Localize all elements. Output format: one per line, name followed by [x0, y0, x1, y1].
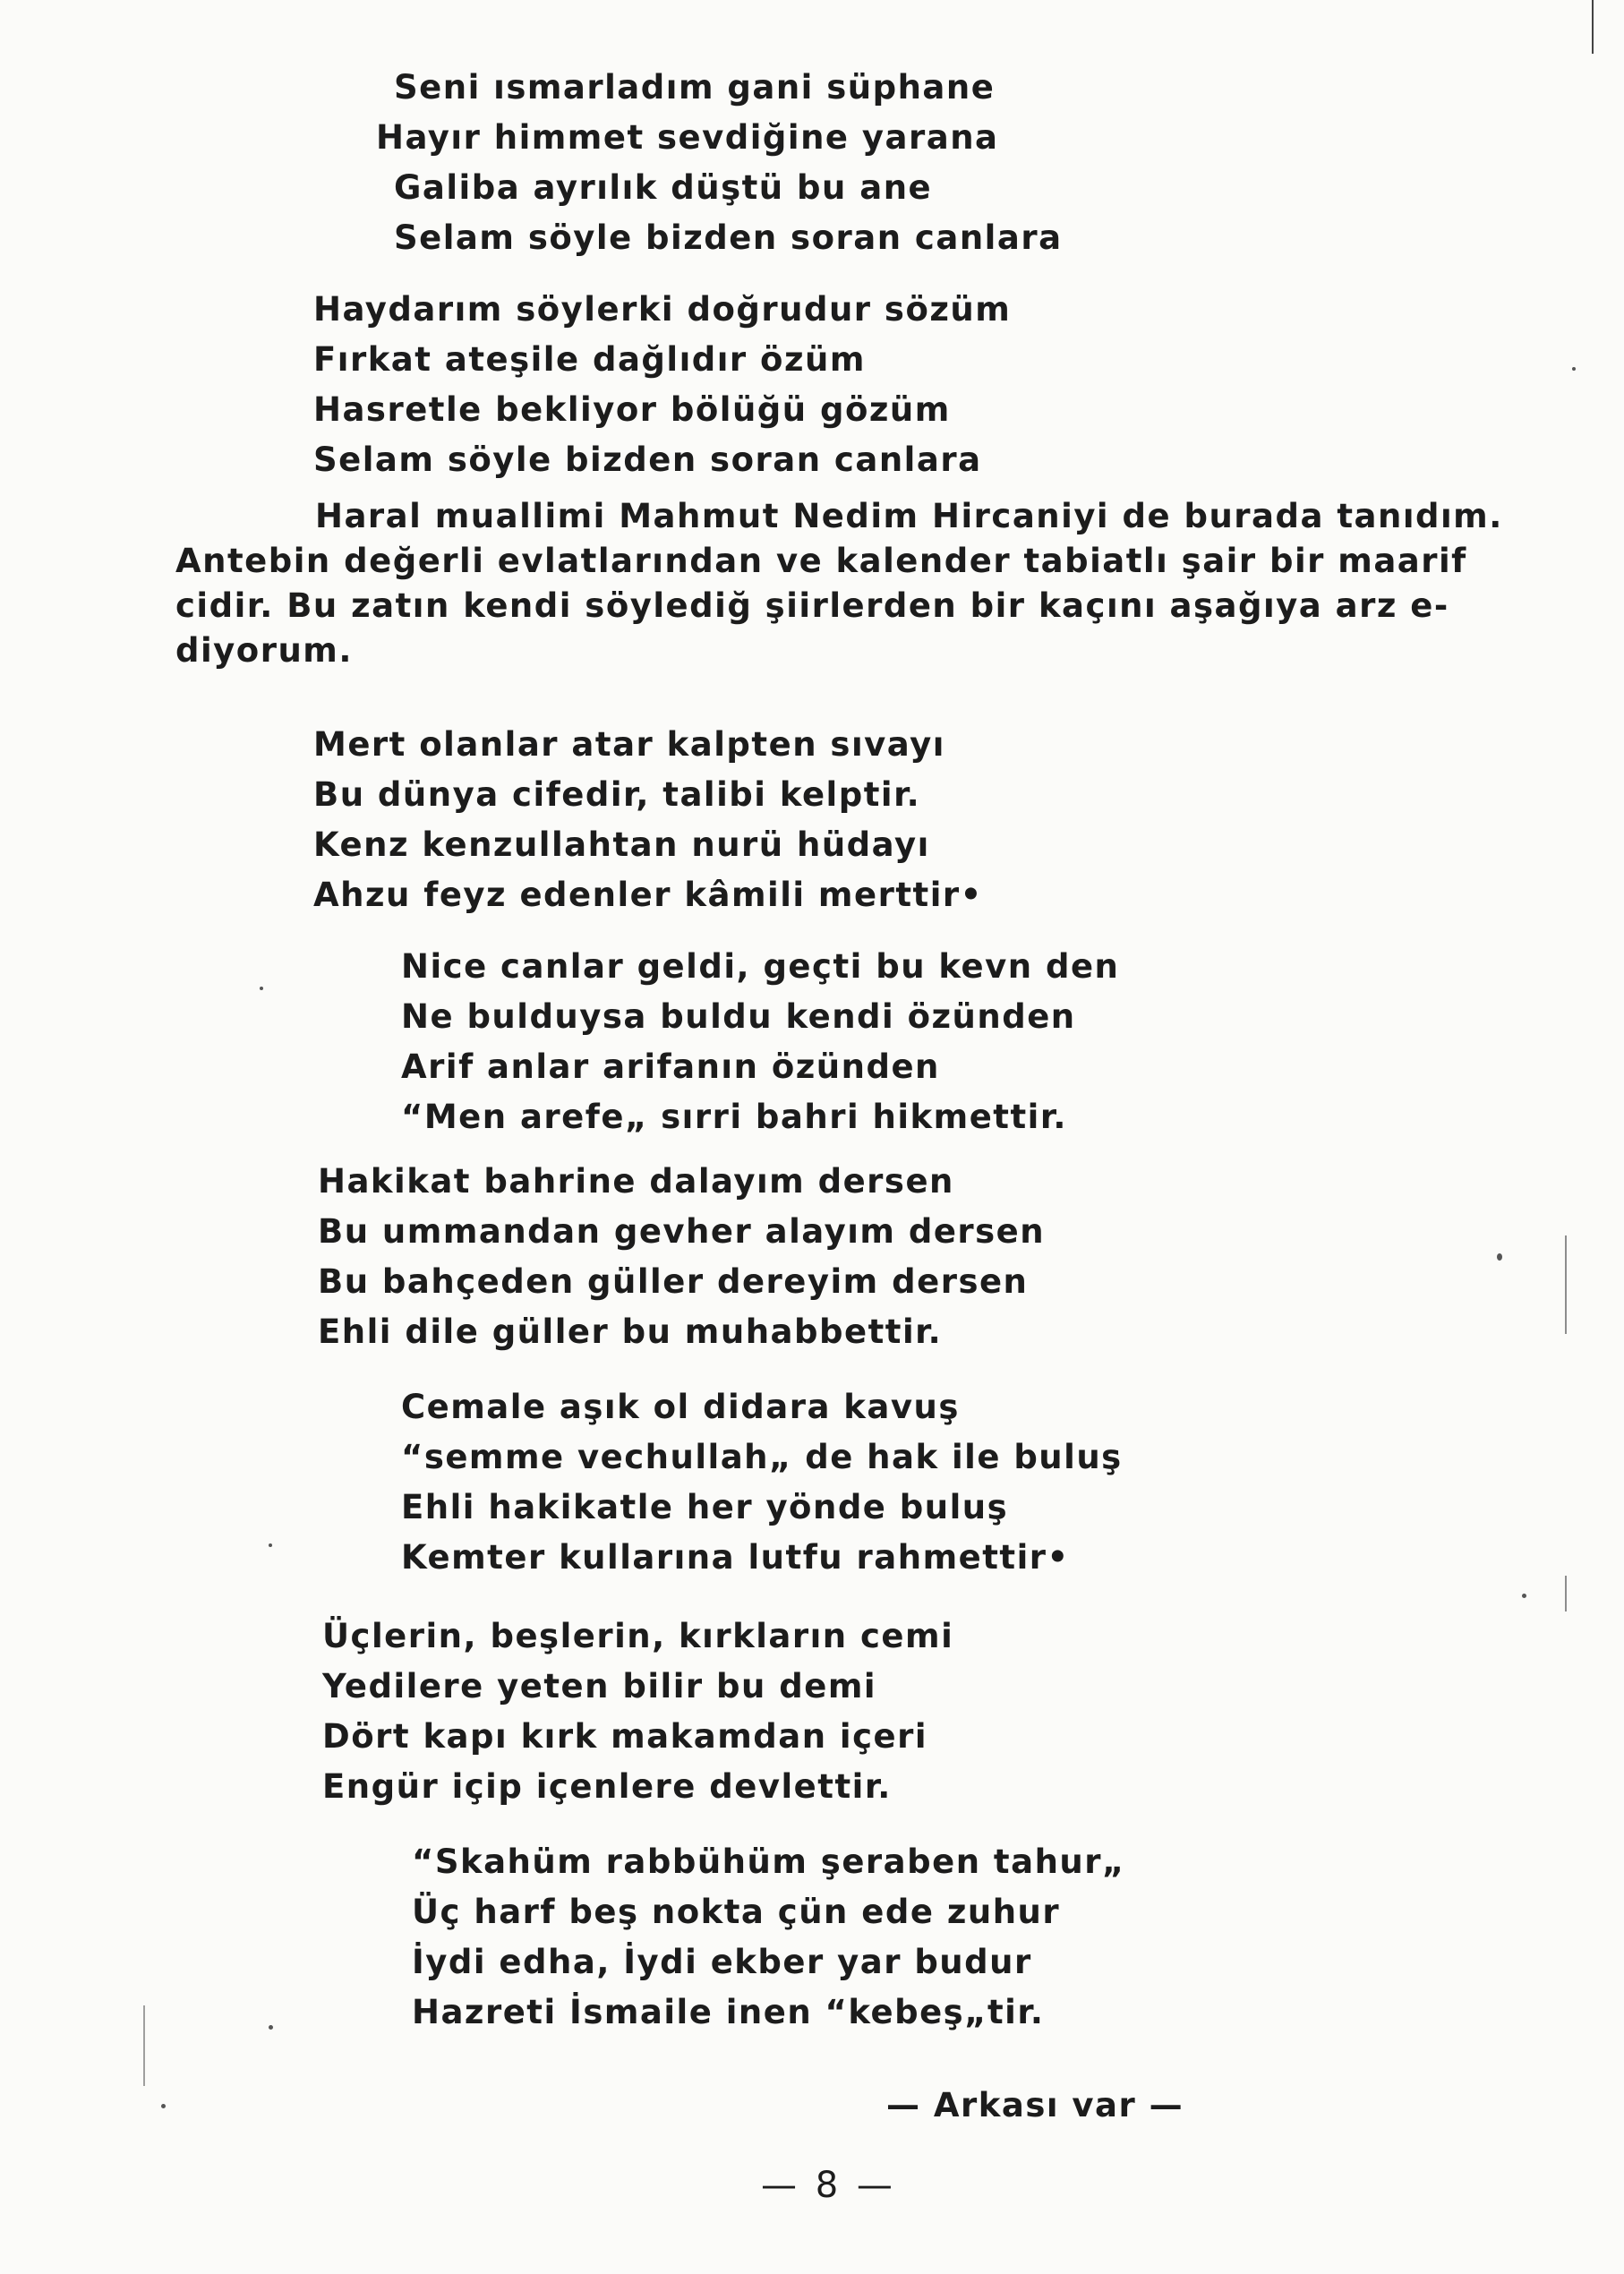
scan-edge-mark	[1592, 0, 1594, 54]
poem-line: Seni ısmarladım gani süphane	[394, 68, 996, 107]
poem-stanza-2	[313, 285, 1011, 485]
poem-line: Haydarım söylerki doğrudur sözüm	[313, 290, 1012, 329]
poem-stanza-8	[412, 1837, 1125, 2038]
poem-line: Galiba ayrılık düştü bu ane	[394, 168, 933, 207]
poem-line: Ne bulduysa buldu kendi özünden	[401, 997, 1076, 1036]
poem-line: Nice canlar geldi, geçti bu kevn den	[401, 947, 1120, 986]
continuation-note: — Arkası var —	[886, 2086, 1184, 2124]
scan-speck	[269, 2025, 273, 2030]
scan-speck	[1572, 367, 1576, 371]
poem-line: Selam söyle bizden soran canlara	[313, 440, 982, 479]
poem-line: Kemter kullarına lutfu rahmettir•	[401, 1538, 1070, 1577]
scan-speck	[269, 1543, 272, 1547]
prose-line: cidir. Bu zatın kendi söylediğ şiirlerden bir kaçını aşağıya arz e-	[175, 586, 1449, 625]
poem-line: Hazreti İsmaile inen “kebeş„tir.	[412, 1993, 1045, 2031]
poem-line: Üç harf beş nokta çün ede zuhur	[412, 1893, 1061, 1931]
poem-line: Yedilere yeten bilir bu demi	[322, 1667, 877, 1706]
scan-speck	[260, 987, 263, 990]
poem-line: Ehli hakikatle her yönde buluş	[401, 1488, 1009, 1526]
poem-line: Bu bahçeden güller dereyim dersen	[318, 1262, 1029, 1301]
poem-line: Fırkat ateşile dağlıdır özüm	[313, 340, 866, 379]
poem-line: Üçlerin, beşlerin, kırkların cemi	[322, 1617, 954, 1655]
poem-line: “Skahüm rabbühüm şeraben tahur„	[412, 1842, 1125, 1881]
poem-line: Ehli dile güller bu muhabbettir.	[318, 1312, 943, 1351]
scan-speck	[161, 2104, 166, 2108]
page-number: — 8 —	[761, 2165, 896, 2206]
prose-line: Haral muallimi Mahmut Nedim Hircaniyi de burada tanıdım.	[315, 497, 1503, 535]
scan-speck	[1522, 1594, 1526, 1598]
poem-line: Engür içip içenlere devlettir.	[322, 1767, 892, 1806]
poem-line: Mert olanlar atar kalpten sıvayı	[313, 725, 945, 764]
prose-paragraph	[175, 494, 1503, 673]
scan-edge-mark	[143, 2005, 145, 2086]
poem-stanza-6	[401, 1382, 1123, 1583]
poem-line: Kenz kenzullahtan nurü hüdayı	[313, 825, 930, 864]
poem-line: Hasretle bekliyor bölüğü gözüm	[313, 390, 951, 429]
poem-stanza-5	[318, 1157, 1045, 1357]
poem-line: Bu dünya cifedir, talibi kelptir.	[313, 775, 921, 814]
scan-edge-mark	[1565, 1576, 1567, 1611]
poem-stanza-7	[322, 1611, 953, 1812]
prose-line: Antebin değerli evlatlarından ve kalender tabiatlı şair bir maarif	[175, 542, 1467, 580]
poem-line: Selam söyle bizden soran canlara	[394, 218, 1063, 257]
poem-line: Hayır himmet sevdiğine yarana	[376, 118, 999, 157]
poem-line: İydi edha, İydi ekber yar budur	[412, 1943, 1032, 1981]
poem-stanza-3	[313, 720, 983, 920]
poem-line: Bu ummandan gevher alayım dersen	[318, 1212, 1046, 1251]
poem-stanza-4	[401, 942, 1119, 1142]
poem-line: “semme vechullah„ de hak ile buluş	[401, 1438, 1123, 1476]
poem-line: Arif anlar arifanın özünden	[401, 1047, 940, 1086]
poem-line: Ahzu feyz edenler kâmili merttir•	[313, 876, 983, 914]
poem-line: Cemale aşık ol didara kavuş	[401, 1388, 960, 1426]
prose-line: diyorum.	[175, 631, 353, 670]
poem-line: Dört kapı kırk makamdan içeri	[322, 1717, 928, 1756]
poem-line: Hakikat bahrine dalayım dersen	[318, 1162, 954, 1201]
scan-edge-mark	[1565, 1235, 1567, 1334]
scan-speck	[1497, 1253, 1502, 1261]
poem-line: “Men arefe„ sırri bahri hikmettir.	[401, 1098, 1067, 1136]
poem-stanza-1	[376, 63, 1063, 263]
